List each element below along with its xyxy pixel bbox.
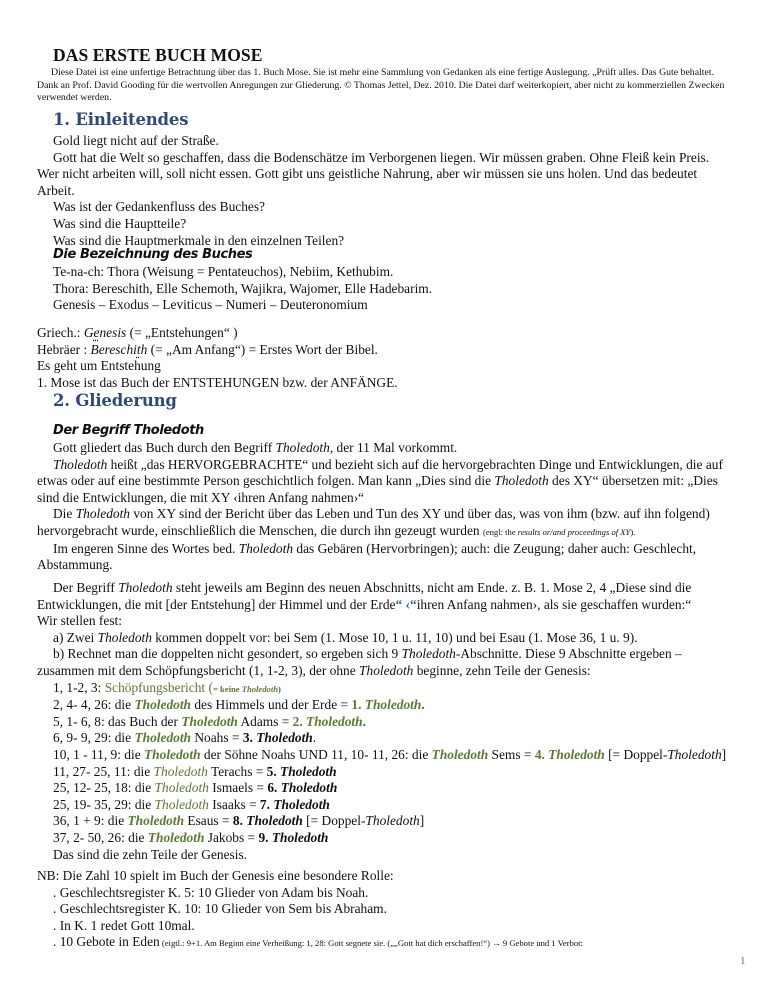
text: von XY sind der Bericht über das Leben und Tun des XY und über das, was von ihm (bzw. auf ihn folgend) hervorgebracht wurde, einschließlich die Menschen, die durch ihn gezeugt wurden [37, 506, 710, 538]
part-1 [37, 697, 732, 714]
term-tholedoth: Tholedoth [246, 813, 303, 829]
part-2 [37, 714, 732, 731]
text: (eigtl.: 9+1. Am Beginn eine Verheißung: 1, 28: Gott segnete sie. („„Gott hat dich erschaffen!“) → 9 Gebote und 1 Verbot: [159, 938, 583, 949]
term-tholedoth: Tholedoth [147, 829, 205, 845]
text: Terachs = [207, 763, 267, 779]
term-tholedoth: Tholedoth [256, 730, 313, 746]
summary-line: Das sind die zehn Teile der Genesis. [53, 846, 248, 862]
nb-item: . Geschlechtsregister K. 5: 10 Glieder von Adam bis Noah. [53, 884, 369, 900]
hebrew-word-c: h [140, 341, 148, 357]
text: Gott gliedert das Buch durch den Begriff [53, 440, 276, 455]
hebrew-word-b: t [136, 341, 141, 357]
term-tholedoth: Tholedoth [273, 796, 330, 812]
part-ref: 25, 12- 25, 18: die [53, 780, 155, 796]
section-heading-einleitendes: 1. Einleitendes [53, 110, 189, 129]
text: ( [205, 679, 213, 695]
text: Jakobs = [204, 829, 259, 845]
line-wir-stellen-fest: Wir stellen fest: [37, 613, 122, 629]
hebrew-suffix: (= „Am Anfang“) = Erstes Wort der Bibel. [147, 341, 378, 357]
point-b [37, 646, 732, 679]
intro-paragraph: Diese Datei ist eine unfertige Betrachtung über das 1. Buch Mose. Sie ist mehr eine Sammlung von Gedanken als eine fertige Auslegung. „Prüft alles. Das Gute behaltet. Dank an Prof. David Gooding für die wertvollen Anregungen zur Gliederung. © Thomas Jettel, Dez. 2010. Die Datei darf weiterkopiert, aber nicht zu kommerziellen Zwecken verwendet werden. [37, 67, 725, 104]
document-title: DAS ERSTE BUCH MOSE [53, 45, 263, 65]
subheading-begriff-tholedoth: Der Begriff Tholedoth [53, 423, 204, 438]
term-tholedoth: Tholedoth [271, 829, 329, 845]
term-tholedoth: Tholedoth [280, 763, 337, 779]
text: . 10 Gebote in Eden [53, 934, 160, 950]
line-buch-der-anfaenge: 1. Mose ist das Buch der ENTSTEHUNGEN bzw. der ANFÄNGE. [37, 374, 398, 390]
part-ref: 10, 1 - 11, 9: die [53, 746, 144, 762]
nb-item-gebote [37, 934, 732, 952]
nb-item: . In K. 1 redet Gott 10mal. [53, 917, 195, 933]
text: . [421, 697, 425, 713]
part-6 [37, 780, 732, 797]
text: steht jeweils am Beginn des neuen Abschnitts, nicht am Ende. z. B. 1. Mose 2, 4 „Diese sind die Entwicklungen, die mit [der Entstehung] der Himmel und der Erde [37, 580, 692, 612]
text: Tholedoth [241, 683, 279, 694]
paragraph-beginn-abschnitt [37, 580, 732, 613]
term-tholedoth: Tholedoth [365, 813, 420, 829]
term-tholedoth: Tholedoth [306, 713, 363, 729]
text: des XY“ übersetzen mit: „Dies sind die Entwicklungen, die mit XY ‹ihren Anfang nahmen›“ [37, 473, 718, 505]
name-line-tenach: Te-na-ch: Thora (Weisung = Pentateuchos), Nebiim, Kethubim. [53, 264, 394, 279]
line-entstehung: Es geht um Entstehung [37, 358, 161, 374]
text: results or/and proceedings of XY [517, 526, 631, 537]
term-tholedoth: Tholedoth [359, 662, 414, 678]
greek-word-c: nesis [99, 325, 127, 340]
text: Die [53, 506, 76, 522]
text: ) [278, 683, 281, 694]
text: Im engeren Sinne des Wortes bed. [53, 540, 239, 556]
term-tholedoth: Tholedoth [144, 746, 201, 762]
hebrew-prefix: Hebräer : [37, 341, 91, 357]
term-tholedoth: Tholedoth [667, 746, 722, 762]
text: Der Begriff [53, 580, 119, 595]
greek-word-a: G [83, 325, 94, 340]
term-tholedoth: Tholedoth [364, 697, 422, 713]
section-heading-gliederung: 2. Gliederung [53, 391, 177, 410]
book-names-list [37, 264, 732, 314]
part-ref: 25, 19- 35, 29: die [53, 796, 155, 812]
text: -Abschnitte. Diese 9 Abschnitte ergeben – zusammen mit dem Schöpfungsbericht (1, 1-2, 3), der ohne [37, 646, 682, 678]
part-number: 1. [351, 697, 365, 713]
text: Adams = [237, 713, 293, 729]
greek-name-line [37, 325, 732, 342]
text: Esaus = [184, 813, 233, 829]
text: [= Doppel- [302, 813, 366, 829]
paragraph-gold: Gold liegt nicht auf der Straße. [53, 133, 219, 148]
part-5 [37, 764, 732, 781]
part-number: 8. [232, 813, 247, 829]
paragraph-bericht [37, 506, 732, 540]
question-hauptteile: Was sind die Hauptteile? [53, 215, 187, 231]
text: . [312, 730, 317, 746]
term-tholedoth: Tholedoth [53, 456, 108, 472]
greek-suffix: (= „Entstehungen“ ) [126, 325, 238, 340]
tholedoth-structure [37, 580, 732, 863]
part-ref: 2, 4- 4, 26: die [53, 697, 135, 713]
part-ref: 5, 1- 6, 8: das Buch der [53, 713, 182, 729]
name-line-thora: Thora: Bereschith, Elle Schemoth, Wajikra, Wajomer, Elle Hadebarim. [53, 280, 433, 296]
hebrew-word [91, 342, 148, 357]
part-ref: 37, 2- 50, 26: die [53, 829, 148, 845]
text: ] [721, 746, 727, 762]
part-number: 6. [267, 780, 281, 796]
part-number: 7. [259, 796, 274, 812]
greek-prefix: Griech.: [37, 325, 84, 340]
part-number: 3. [242, 730, 257, 746]
term-tholedoth: Tholedoth [548, 746, 605, 762]
paragraph-gliedert [37, 440, 732, 457]
text: heißt „das HERVORGEBRACHTE“ und bezieht sich auf die hervorgebrachten Dinge und Entwicklungen, die auf etwas oder auf eine bestimmte Person geschichtlich folgen. Man kann „Dies sind die [37, 456, 723, 489]
hebrew-name-line [37, 342, 732, 359]
term-tholedoth: Tholedoth [134, 697, 191, 713]
term-tholedoth: Tholedoth [118, 580, 173, 595]
text: a) Zwei [53, 629, 98, 645]
text: [= Doppel- [604, 746, 668, 762]
term-tholedoth: Tholedoth [97, 629, 152, 645]
part-schoepfungsbericht [37, 680, 732, 698]
term-tholedoth: Tholedoth [494, 473, 549, 489]
text: (engl: the [482, 526, 518, 537]
term-tholedoth: Tholedoth [280, 780, 338, 796]
part-4 [37, 747, 732, 764]
greek-word [84, 325, 126, 340]
part-3 [37, 730, 732, 747]
part-number: 5. [266, 763, 281, 779]
name-line-genesis: Genesis – Exodus – Leviticus – Numeri – Deuteronomium [53, 297, 368, 313]
term-tholedoth: Tholedoth [401, 646, 456, 662]
part-ref: 1, 1-2, 3: [53, 679, 105, 695]
term-tholedoth: Tholedoth [181, 713, 238, 729]
text: Isaaks = [208, 796, 260, 812]
part-number: 4. [534, 746, 549, 762]
tholedoth-explanation [37, 440, 732, 574]
text: ). [630, 526, 636, 537]
section-einleitendes-body [37, 133, 732, 249]
question-gedankenfluss: Was ist der Gedankenfluss des Buches? [53, 199, 266, 215]
term-tholedoth: Tholedoth [153, 763, 208, 779]
part-ref: 6, 9- 9, 29: die [53, 730, 135, 746]
part-9 [37, 830, 732, 847]
text: . [362, 713, 366, 729]
part-8 [37, 813, 732, 830]
part-ref: 36, 1 + 9: die [53, 813, 128, 829]
paragraph-bodenschaetze: Gott hat die Welt so geschaffen, dass die Bodenschätze im Verborgenen liegen. Wir müssen graben. Ohne Fleiß kein Preis. Wer nicht arbeiten will, soll nicht essen. Gott gibt uns geistliche Nahrung, aber wir müssen sie uns holen. Und das bedeutet Arbeit. [37, 149, 710, 198]
text: beginne, zehn Teile der Genesis: [413, 662, 591, 678]
nb-block [37, 868, 732, 952]
subheading-bezeichnung: Die Bezeichnung des Buches [53, 247, 253, 262]
page-number: 1 [740, 955, 746, 967]
paragraph-engerer-sinn [37, 541, 732, 574]
hebrew-word-a: Bereschi [90, 341, 137, 357]
text: des Himmels und der Erde = [191, 697, 352, 713]
part-ref: 11, 27- 25, 11: die [53, 763, 154, 779]
blue-quote-marks: “ ‹“ [395, 596, 417, 612]
nb-heading: NB: Die Zahl 10 spielt im Buch der Genesis eine besondere Rolle: [37, 868, 394, 883]
nb-item: . Geschlechtsregister K. 10: 10 Glieder von Sem bis Abraham. [53, 901, 387, 917]
text: Ismaels = [208, 780, 268, 796]
term-tholedoth: Tholedoth [134, 730, 191, 746]
english-note [483, 527, 635, 537]
text: Noahs = [191, 730, 243, 746]
text: Sems = [488, 746, 535, 762]
part-7 [37, 797, 732, 814]
point-a [37, 630, 732, 647]
text: = keine [212, 683, 242, 694]
text: das Gebären (Hervorbringen); auch: die Zeugung; daher auch: Geschlecht, Abstammung. [37, 540, 697, 573]
greek-word-b: e [93, 325, 100, 340]
term-tholedoth: Tholedoth [154, 780, 209, 796]
text: ihren Anfang nahmen›, als sie geschaffen wurden:“ [416, 596, 692, 612]
text: b) Rechnet man die doppelten nicht gesondert, so ergeben sich 9 [53, 646, 402, 662]
term-tholedoth: Tholedoth [75, 506, 130, 522]
part-number: 2. [292, 713, 307, 729]
text: der Söhne Noahs UND 11, 10- 11, 26: die [200, 746, 432, 762]
term-tholedoth: Tholedoth [431, 746, 489, 762]
part-number: 9. [258, 829, 272, 845]
term-tholedoth: Tholedoth [154, 796, 209, 812]
term-tholedoth: Tholedoth [127, 813, 185, 829]
question-hauptmerkmale: Was sind die Hauptmerkmale in den einzelnen Teilen? [53, 232, 345, 248]
term-tholedoth: Tholedoth [275, 440, 330, 455]
term-tholedoth: Tholedoth [238, 540, 294, 556]
part-label: Schöpfungsbericht [104, 679, 206, 695]
paragraph-hervorgebrachte [37, 457, 732, 507]
text: kommen doppelt vor: bei Sem (1. Mose 10, 1 u. 11, 10) und bei Esau (1. Mose 36, 1 u. 9). [151, 629, 638, 645]
text: ] [419, 813, 425, 829]
etymology-block [37, 325, 732, 391]
text: , der 11 Mal vorkommt. [329, 440, 458, 455]
